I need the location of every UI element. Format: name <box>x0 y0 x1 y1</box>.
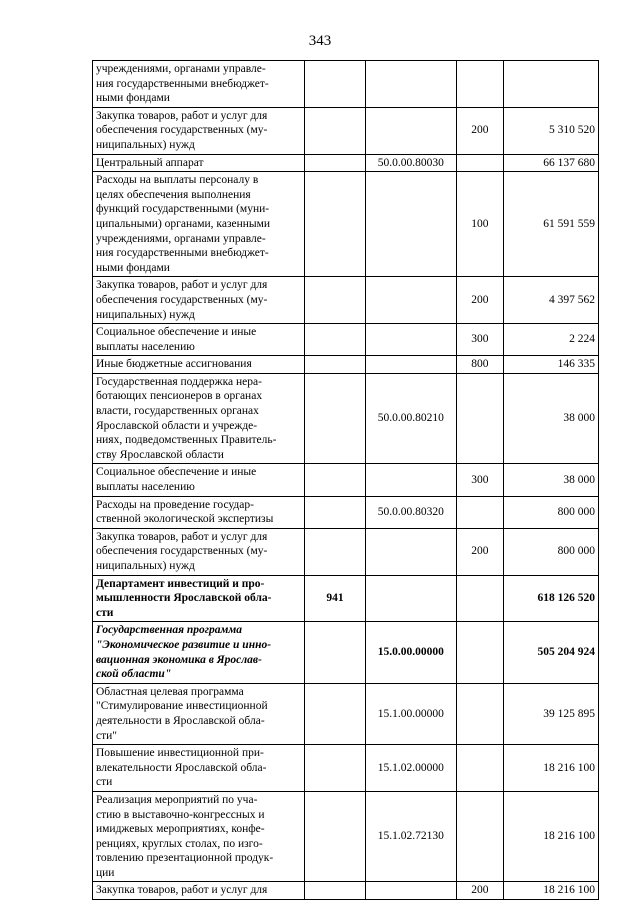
row-expense-type-cell <box>456 791 503 882</box>
table-row <box>93 324 599 356</box>
row-target-code-cell <box>365 324 456 356</box>
row-amount-cell: 146 335 <box>503 356 598 374</box>
table-row <box>93 882 599 900</box>
row-target-code-cell: 15.0.00.00000 <box>365 622 456 683</box>
row-target-code-cell <box>365 61 456 108</box>
row-target-code-cell <box>365 882 456 900</box>
table-row <box>93 464 599 496</box>
row-department-code-cell <box>305 277 366 324</box>
row-expense-type-cell <box>456 745 503 792</box>
row-expense-type-cell: 100 <box>456 172 503 277</box>
row-target-code-cell <box>365 107 456 154</box>
row-amount-cell: 18 216 100 <box>503 791 598 882</box>
row-name-cell: Закупка товаров, работ и услуг для обеспечения государственных (му- ниципальных) нужд <box>93 107 305 154</box>
row-name-cell: Областная целевая программа "Стимулирование инвестиционной деятельности в Ярославской обла- сти" <box>93 683 305 744</box>
row-expense-type-cell: 300 <box>456 464 503 496</box>
row-name-cell: учреждениями, органами управле- ния государственными внебюджет- ными фондами <box>93 61 305 108</box>
row-department-code-cell <box>305 622 366 683</box>
row-name-cell: Закупка товаров, работ и услуг для <box>93 882 305 900</box>
row-target-code-cell <box>365 277 456 324</box>
row-amount-cell: 800 000 <box>503 496 598 528</box>
row-name-cell: Социальное обеспечение и иные выплаты населению <box>93 464 305 496</box>
row-department-code-cell <box>305 683 366 744</box>
row-department-code-cell <box>305 107 366 154</box>
row-department-code-cell <box>305 496 366 528</box>
table-row <box>93 373 599 464</box>
row-name-cell: Центральный аппарат <box>93 154 305 172</box>
row-name-cell: Повышение инвестиционной при- влекательности Ярославской обла- сти <box>93 745 305 792</box>
row-expense-type-cell <box>456 575 503 622</box>
row-expense-type-cell <box>456 154 503 172</box>
row-expense-type-cell <box>456 61 503 108</box>
row-target-code-cell <box>365 356 456 374</box>
row-department-code-cell <box>305 61 366 108</box>
row-target-code-cell <box>365 172 456 277</box>
row-target-code-cell <box>365 575 456 622</box>
row-expense-type-cell: 200 <box>456 107 503 154</box>
row-target-code-cell: 50.0.00.80320 <box>365 496 456 528</box>
table-row <box>93 575 599 622</box>
row-target-code-cell: 15.1.02.00000 <box>365 745 456 792</box>
row-department-code-cell <box>305 528 366 575</box>
table-row <box>93 154 599 172</box>
row-amount-cell: 61 591 559 <box>503 172 598 277</box>
row-amount-cell: 800 000 <box>503 528 598 575</box>
table-row <box>93 622 599 683</box>
row-department-code-cell <box>305 464 366 496</box>
row-expense-type-cell: 300 <box>456 324 503 356</box>
row-amount-cell: 38 000 <box>503 373 598 464</box>
row-target-code-cell <box>365 528 456 575</box>
table-row <box>93 356 599 374</box>
table-row <box>93 745 599 792</box>
row-expense-type-cell: 800 <box>456 356 503 374</box>
table-row <box>93 683 599 744</box>
row-name-cell: Расходы на выплаты персоналу в целях обеспечения выполнения функций государственными (муни- ципальными) органами, казенными учреждениями, органами управле- ния государственными внебюджет- ными фондами <box>93 172 305 277</box>
row-department-code-cell <box>305 154 366 172</box>
budget-table-body <box>93 61 599 900</box>
row-expense-type-cell <box>456 683 503 744</box>
row-name-cell: Расходы на проведение государ- ственной экологической экспертизы <box>93 496 305 528</box>
row-amount-cell: 4 397 562 <box>503 277 598 324</box>
row-expense-type-cell <box>456 496 503 528</box>
table-row <box>93 791 599 882</box>
row-amount-cell: 505 204 924 <box>503 622 598 683</box>
row-amount-cell: 38 000 <box>503 464 598 496</box>
row-name-cell: Государственная программа "Экономическое развитие и инно- вационная экономика в Ярослав- ской области" <box>93 622 305 683</box>
row-name-cell: Реализация мероприятий по уча- стию в выставочно-конгрессных и имиджевых мероприятиях, конфе- ренциях, круглых столах, по изго- товлению презентационной продук- ции <box>93 791 305 882</box>
row-amount-cell: 66 137 680 <box>503 154 598 172</box>
row-department-code-cell <box>305 745 366 792</box>
row-amount-cell: 18 216 100 <box>503 882 598 900</box>
row-name-cell: Закупка товаров, работ и услуг для обеспечения государственных (му- ниципальных) нужд <box>93 277 305 324</box>
row-amount-cell <box>503 61 598 108</box>
row-target-code-cell: 50.0.00.80030 <box>365 154 456 172</box>
row-amount-cell: 18 216 100 <box>503 745 598 792</box>
table-row <box>93 277 599 324</box>
row-department-code-cell <box>305 791 366 882</box>
row-expense-type-cell: 200 <box>456 277 503 324</box>
row-expense-type-cell <box>456 373 503 464</box>
row-target-code-cell: 50.0.00.80210 <box>365 373 456 464</box>
row-department-code-cell <box>305 882 366 900</box>
row-amount-cell: 618 126 520 <box>503 575 598 622</box>
row-department-code-cell: 941 <box>305 575 366 622</box>
row-target-code-cell <box>365 464 456 496</box>
row-amount-cell: 39 125 895 <box>503 683 598 744</box>
row-amount-cell: 2 224 <box>503 324 598 356</box>
page-number: 343 <box>308 33 332 49</box>
row-name-cell: Закупка товаров, работ и услуг для обеспечения государственных (му- ниципальных) нужд <box>93 528 305 575</box>
row-target-code-cell: 15.1.00.00000 <box>365 683 456 744</box>
row-target-code-cell: 15.1.02.72130 <box>365 791 456 882</box>
table-row <box>93 61 599 108</box>
table-row <box>93 107 599 154</box>
row-department-code-cell <box>305 324 366 356</box>
table-row <box>93 172 599 277</box>
table-row <box>93 496 599 528</box>
row-amount-cell: 5 310 520 <box>503 107 598 154</box>
row-name-cell: Иные бюджетные ассигнования <box>93 356 305 374</box>
row-expense-type-cell: 200 <box>456 528 503 575</box>
row-department-code-cell <box>305 172 366 277</box>
row-department-code-cell <box>305 356 366 374</box>
row-expense-type-cell <box>456 622 503 683</box>
row-department-code-cell <box>305 373 366 464</box>
row-name-cell: Департамент инвестиций и про- мышленности Ярославской обла- сти <box>93 575 305 622</box>
row-expense-type-cell: 200 <box>456 882 503 900</box>
row-name-cell: Государственная поддержка нера- ботающих пенсионеров в органах власти, государственных органах Ярославской области и учрежде- ниях, подведомственных Правитель- ству Ярославской области <box>93 373 305 464</box>
budget-table <box>92 60 599 900</box>
table-row <box>93 528 599 575</box>
row-name-cell: Социальное обеспечение и иные выплаты населению <box>93 324 305 356</box>
